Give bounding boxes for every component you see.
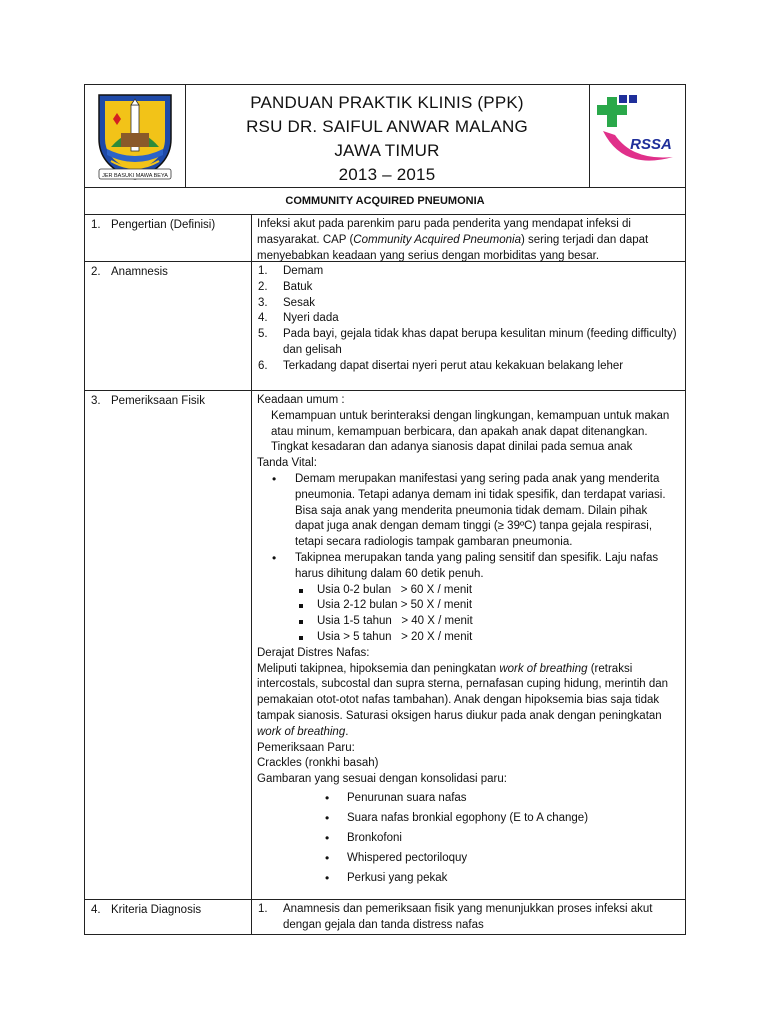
list-item: Usia 0-2 bulan > 60 X / menit [257,583,679,599]
list-item: 4. Nyeri dada [258,312,339,325]
row-label: 3. Pemeriksaan Fisik [91,395,205,407]
row-content [257,900,685,938]
list-item: • Takipnea merupakan tanda yang paling sensitif dan spesifik. Laju nafas harus dihitung dalam 60 detik penuh. Usia 0-2 bulan > 60 X / menit Usia 2-12 bulan > 50 X / menit Usia 1-5 tahun > 40 X / menit Usia > 5 tahun > 20 X / menit [257,551,679,646]
svg-text:RSSA: RSSA [630,136,672,153]
row-content: Infeksi akut pada parenkim paru pada penderita yang mendapat infeksi di masyarakat. CAP (Community Acquired Pneumonia) sering terjadi dan dapat menyebabkan keadaan yang serius dengan morbiditas yang besar. [257,218,649,262]
title-line-4: 2013 – 2015 [338,165,436,184]
section-title: COMMUNITY ACQUIRED PNEUMONIA [85,186,685,215]
ppk-table [84,186,686,935]
paragraph: Gambaran yang sesuai dengan konsolidasi paru: [257,773,507,786]
keadaan-umum-heading: Keadaan umum : [257,394,345,406]
paragraph: Kemampuan untuk berinteraksi dengan lingkungan, kemampuan untuk makan atau minum, kemampuan berbicara, dan apakah anak dapat ditenangkan. [271,409,670,438]
list-item: • Perkusi yang pekak [257,868,679,888]
table-row [85,391,685,900]
east-java-emblem-icon [91,89,179,181]
table-row [85,215,685,262]
rssa-logo-icon [593,91,679,177]
paragraph: Meliputi takipnea, hipoksemia dan peningkatan work of breathing (retraksi intercostals, subcostal dan supra sterna, pernafasan cuping hidung, merintih dan pemakaian otot-otot nafas tambahan). Anak dengan hipoksemia bias saja tidak tampak sianosis. Saturasi oksigen harus diukur pada anak dengan peningkatan work of breathing. [257,662,669,738]
list-item: 1. Anamnesis dan pemeriksaan fisik yang menunjukkan proses infeksi akut dengan gejala dan tanda distress nafas [258,903,653,931]
list-item: 2. Batuk [258,280,313,293]
list-item: • Demam merupakan manifestasi yang sering pada anak yang menderita pneumonia. Tetapi adanya demam ini tidak spesifik, dan terdapat variasi. Bisa saja anak yang menderita pneumonia tidak demam. Dilain pihak dapat juga anak dengan demam tinggi (≥ 39ºC) tanpa gejala respirasi, tetapi secara radiologis tampak gambaran pneumonia. [257,472,679,551]
list-item: 1. Demam [258,265,324,277]
konsolidasi-list [257,788,679,888]
title-line-2: RSU DR. SAIFUL ANWAR MALANG [246,117,528,136]
row-label: 2. Anamnesis [91,266,168,278]
kriteria-list [257,902,679,934]
row-content [257,262,685,379]
list-item: Usia 2-12 bulan > 50 X / menit [257,598,679,614]
document-title [189,91,585,187]
paragraph: Tingkat kesadaran dan adanya sianosis dapat dinilai pada semua anak [271,441,633,454]
derajat-heading: Derajat Distres Nafas: [257,646,370,659]
table-row [85,262,685,391]
list-item: 5. Pada bayi, gejala tidak khas dapat berupa kesulitan minum (feeding difficulty) dan gelisah [258,328,677,356]
title-line-3: JAWA TIMUR [334,141,440,160]
list-item: • Suara nafas bronkial egophony (E to A change) [257,808,679,828]
list-item: Usia > 5 tahun > 20 X / menit [257,630,679,646]
tanda-vital-list [257,472,679,646]
list-item: • Whispered pectoriloquy [257,848,679,868]
document-header [84,84,686,188]
svg-text:JER BASUKI MAWA BEYA: JER BASUKI MAWA BEYA [102,173,168,179]
list-item: 3. Sesak [258,296,315,309]
respiratory-rate-list [257,583,679,646]
anamnesis-list [257,264,679,375]
tanda-vital-heading: Tanda Vital: [257,457,317,470]
row-label: 1. Pengertian (Definisi) [91,219,216,231]
row-content [257,391,685,892]
list-item: • Bronkofoni [257,828,679,848]
list-item: Usia 1-5 tahun > 40 X / menit [257,614,679,630]
list-item: 6. Terkadang dapat disertai nyeri perut atau kekakuan belakang leher [258,359,624,372]
list-item: • Penurunan suara nafas [257,788,679,808]
paragraph: Crackles (ronkhi basah) [257,757,379,770]
paru-heading: Pemeriksaan Paru: [257,741,355,754]
table-row [85,900,685,934]
row-label: 4. Kriteria Diagnosis [91,904,202,916]
title-line-1: PANDUAN PRAKTIK KLINIS (PPK) [250,93,524,112]
